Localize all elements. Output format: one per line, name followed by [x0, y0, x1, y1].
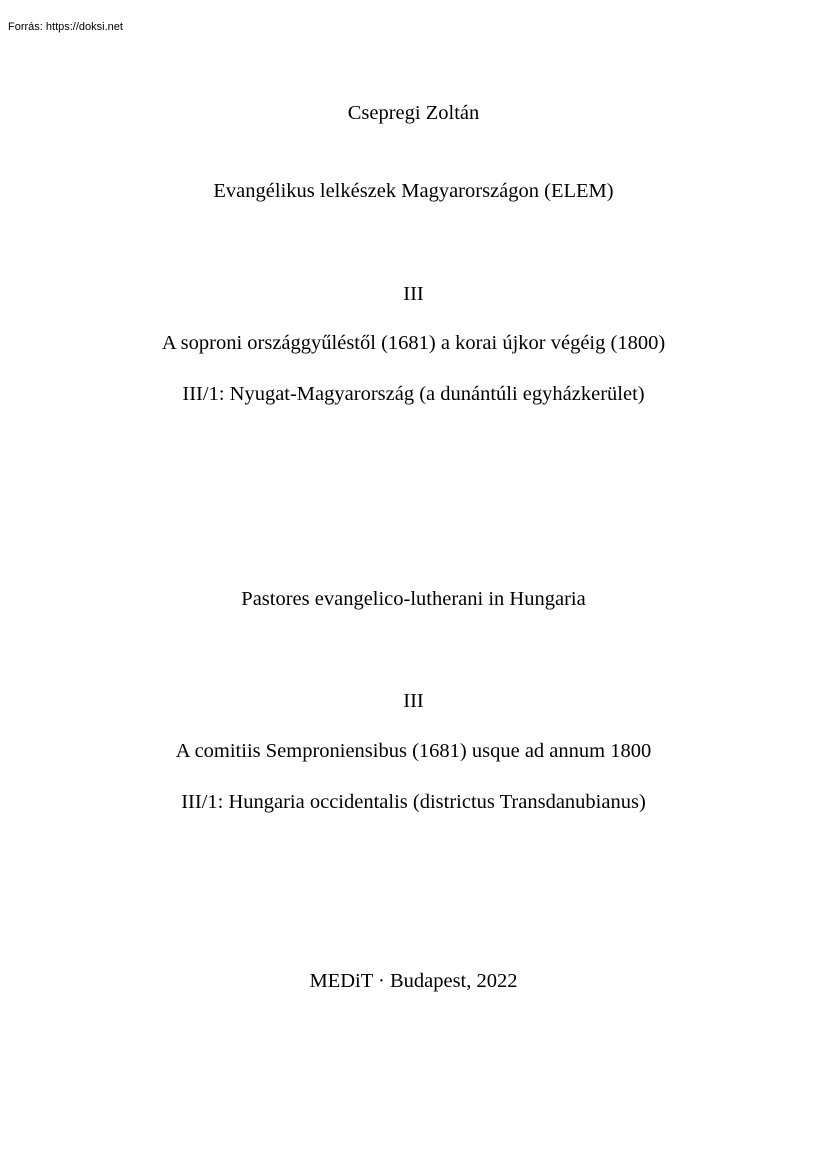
hungarian-title: Evangélikus lelkészek Magyarországon (ELEM)	[213, 180, 614, 202]
latin-subtitle: A comitiis Semproniensibus (1681) usque ad annum 1800	[175, 740, 652, 762]
hungarian-volume-number: III	[403, 283, 424, 305]
source-note: Forrás: https://doksi.net	[8, 21, 123, 33]
hungarian-part-title: III/1: Nyugat-Magyarország (a dunántúli egyházkerület)	[182, 383, 645, 405]
latin-part-title: III/1: Hungaria occidentalis (districtus Transdanubianus)	[181, 791, 646, 813]
publisher-imprint: MEDiT · Budapest, 2022	[309, 970, 518, 992]
hungarian-subtitle: A soproni országgyűléstől (1681) a korai újkor végéig (1800)	[161, 332, 666, 354]
latin-title: Pastores evangelico-lutherani in Hungaria	[241, 588, 586, 610]
author-name: Csepregi Zoltán	[347, 102, 480, 124]
latin-volume-number: III	[403, 690, 424, 712]
